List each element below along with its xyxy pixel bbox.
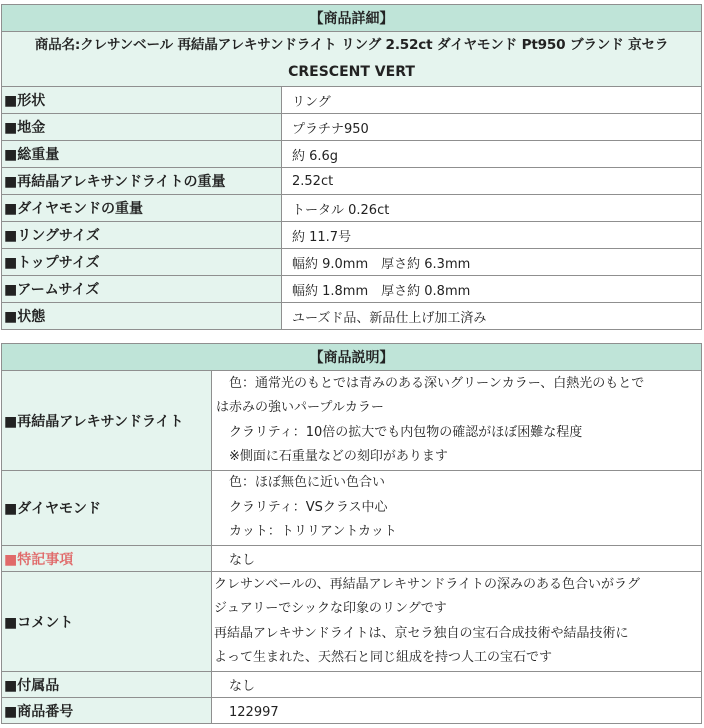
text-line: は赤みの強いパープルカラー: [216, 400, 384, 415]
accessories-value: なし: [212, 672, 702, 698]
row-value: 約 6.6g: [282, 141, 702, 168]
row-label: ■ダイヤモンドの重量: [2, 195, 282, 222]
row-value: プラチナ950: [282, 114, 702, 141]
special-notes-value: なし: [212, 546, 702, 572]
details-header: 【商品詳細】: [2, 5, 702, 32]
table-row: [2, 249, 702, 276]
text-line: クラリティ：VSクラス中心: [216, 499, 388, 515]
product-name-line2: CRESCENT VERT: [288, 64, 415, 80]
text-line: 再結晶アレキサンドライトは、京セラ独自の宝石合成技術や結晶技術に: [214, 625, 629, 641]
alexandrite-description: [212, 371, 702, 471]
row-value: 幅約 1.8mm 厚さ約 0.8mm: [282, 276, 702, 303]
table-row: [2, 141, 702, 168]
accessories-label: ■付属品: [2, 672, 212, 698]
row-label: ■形状: [2, 87, 282, 114]
product-name: [2, 32, 702, 87]
row-label: ■状態: [2, 303, 282, 330]
table-row: [2, 87, 702, 114]
diamond-label: ■ダイヤモンド: [2, 471, 212, 546]
row-label: ■リングサイズ: [2, 222, 282, 249]
text-line: ※側面に石重量などの刻印があります: [216, 449, 448, 464]
product-description-table: [1, 343, 702, 724]
row-value: リング: [282, 87, 702, 114]
row-label: ■地金: [2, 114, 282, 141]
alexandrite-row: [2, 371, 702, 471]
comment-row: [2, 572, 702, 672]
row-label: ■総重量: [2, 141, 282, 168]
text-line: クレサンベールの、再結晶アレキサンドライトの深みのある色合いがラグ: [214, 576, 641, 592]
product-number-value: 122997: [212, 698, 702, 724]
row-value: ユーズド品、新品仕上げ加工済み: [282, 303, 702, 330]
product-details-table: [1, 4, 702, 330]
text-line: 色：ほぼ無色に近い色合い: [216, 475, 386, 491]
product-number-row: [2, 698, 702, 724]
row-value: 2.52ct: [282, 168, 702, 195]
table-row: [2, 222, 702, 249]
text-line: クラリティ：10倍の拡大でも内包物の確認がほぼ困難な程度: [216, 424, 583, 440]
diamond-row: [2, 471, 702, 546]
comment-label: ■コメント: [2, 572, 212, 672]
diamond-description: [212, 471, 702, 546]
special-notes-row: [2, 546, 702, 572]
comment-text: [212, 572, 702, 672]
product-number-label: ■商品番号: [2, 698, 212, 724]
alexandrite-label: ■再結晶アレキサンドライト: [2, 371, 212, 471]
text-line: よって生まれた、天然石と同じ組成を持つ人工の宝石です: [214, 650, 553, 665]
special-notes-label: ■特記事項: [2, 546, 212, 572]
text-line: 色：通常光のもとでは青みのある深いグリーンカラー、白熱光のもとで: [216, 375, 645, 391]
description-header: 【商品説明】: [2, 344, 702, 371]
text-line: カット：トリリアントカット: [216, 524, 397, 540]
text-line: ジュアリーでシックな印象のリングです: [214, 601, 447, 616]
table-row: [2, 195, 702, 222]
table-row: [2, 276, 702, 303]
accessories-row: [2, 672, 702, 698]
table-row: [2, 303, 702, 330]
row-value: 幅約 9.0mm 厚さ約 6.3mm: [282, 249, 702, 276]
product-name-line1: 商品名:クレサンベール 再結晶アレキサンドライト リング 2.52ct ダイヤモンド Pt950 ブランド 京セラ: [34, 37, 669, 53]
row-label: ■再結晶アレキサンドライトの重量: [2, 168, 282, 195]
row-value: トータル 0.26ct: [282, 195, 702, 222]
row-label: ■トップサイズ: [2, 249, 282, 276]
table-row: [2, 168, 702, 195]
row-label: ■アームサイズ: [2, 276, 282, 303]
table-row: [2, 114, 702, 141]
row-value: 約 11.7号: [282, 222, 702, 249]
